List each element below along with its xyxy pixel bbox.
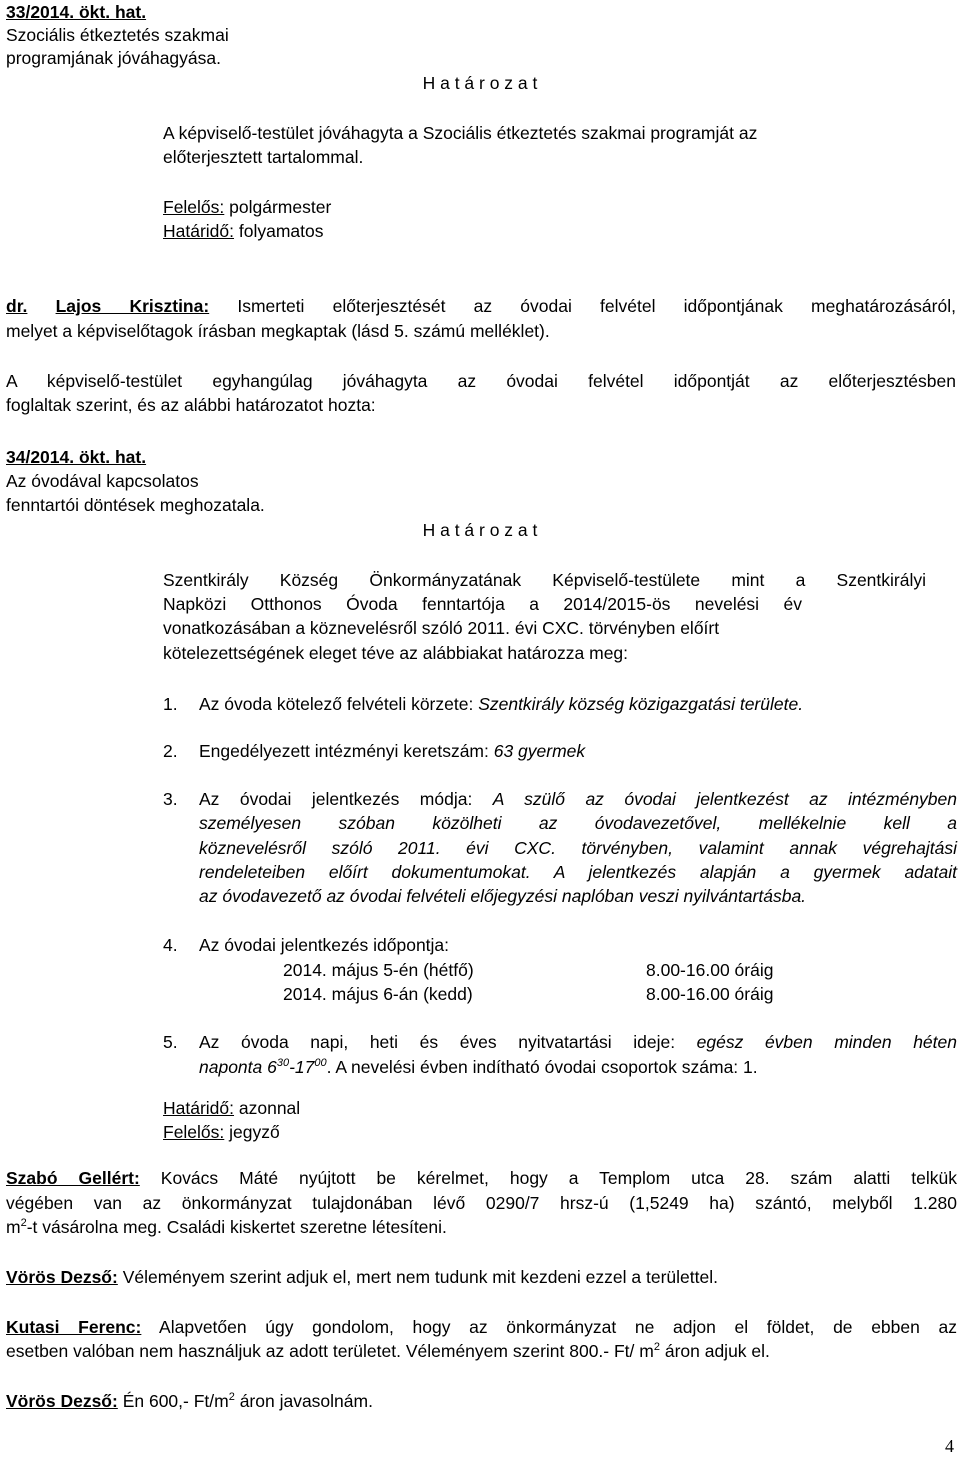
paragraph-voros-2: Vörös Dezső: Én 600,- $Ft/m^2$ áron javasolnám. (6, 1391, 373, 1411)
item-3-line3: köznevelésről szóló 2011. évi CXC. törvényben, valamint annak végrehajtási (199, 838, 957, 858)
item-4-time-1: 8.00-16.00 óráig (646, 960, 774, 980)
paragraph-szabo-line1: Szabó Gellért: Kovács Máté nyújtott be kérelmet, hogy a Templom utca 28. szám alatti telkük (6, 1168, 957, 1188)
resolution-33-title-line1: Szociális étkeztetés szakmai (6, 25, 229, 45)
resolution-33-number: 33/2014. ökt. hat. (6, 2, 147, 22)
item-2-number: 2. (163, 741, 178, 761)
item-5-number: 5. (163, 1032, 178, 1052)
resolution-34-title-line2: fenntartói döntések meghozatala. (6, 495, 265, 515)
resolution-34-intro-line1: Szentkirály Község Önkormányzatának Képviselő-testülete mint a Szentkirályi (163, 570, 926, 590)
paragraph-kutasi-line1: Kutasi Ferenc: Alapvetően úgy gondolom, hogy az önkormányzat ne adjon el földet, de ebben az (6, 1317, 957, 1337)
resolution-34-intro-line4: kötelezettségének eleget téve az alábbiakat határozza meg: (163, 643, 629, 663)
item-5-line2: naponta $6^{30}-17^{00}$. A nevelési évben indítható óvodai csoportok száma: 1. (199, 1057, 758, 1077)
resolution-33-hatarido: Határidő: folyamatos (163, 221, 324, 241)
item-1-text: Az óvoda kötelező felvételi körzete: Szentkirály község közigazgatási területe. (199, 694, 804, 714)
resolution-33-text-line1: A képviselő-testület jóváhagyta a Szociális étkeztetés szakmai programját az (163, 123, 758, 143)
item-3-number: 3. (163, 789, 178, 809)
item-3-line1: Az óvodai jelentkezés módja: A szülő az óvodai jelentkezést az intézményben (199, 789, 957, 809)
item-4-time-2: 8.00-16.00 óráig (646, 984, 774, 1004)
paragraph-szabo-line2: végében van az önkormányzat tulajdonában lévő 0290/7 hrsz-ú (1,5249 ha) szántó, melyből 1.280 (6, 1193, 957, 1213)
resolution-34-felelos: Felelős: jegyző (163, 1122, 280, 1142)
resolution-34-intro-line3: vonatkozásában a köznevelésről szóló 2011. évi CXC. törvényben előírt (163, 618, 720, 638)
resolution-34-heading: H a t á r o z a t (422, 520, 538, 540)
item-4-date-2: 2014. május 6-án (kedd) (283, 984, 473, 1004)
item-4-label: Az óvodai jelentkezés időpontja: (199, 935, 450, 955)
resolution-34-number: 34/2014. ökt. hat. (6, 447, 147, 467)
paragraph-vote-line1: A képviselő-testület egyhangúlag jóváhagyta az óvodai felvétel időpontját az előterjesztésben (6, 371, 956, 391)
item-3-line5: az óvodavezető az óvodai felvételi előjegyzési naplóban veszi nyilvántartásba. (199, 886, 807, 906)
resolution-33-text-line2: előterjesztett tartalommal. (163, 147, 364, 167)
resolution-33-felelos: Felelős: polgármester (163, 197, 332, 217)
item-5-line1: Az óvoda napi, heti és éves nyitvatartási ideje: egész évben minden héten (199, 1032, 957, 1052)
resolution-33-heading: H a t á r o z a t (422, 73, 538, 93)
paragraph-voros-1: Vörös Dezső: Véleményem szerint adjuk el, mert nem tudunk mit kezdeni ezzel a területtel. (6, 1267, 718, 1287)
page-number: 4 (945, 1436, 954, 1456)
item-1-number: 1. (163, 694, 178, 714)
resolution-34-intro-line2: Napközi Otthonos Óvoda fenntartója a 2014/2015-ös nevelési év (163, 594, 802, 614)
paragraph-szabo-line3: $m^2-t$ vásárolna meg. Családi kiskertet szeretne létesíteni. (6, 1217, 447, 1237)
paragraph-lajos-line1: dr. Lajos Krisztina: Ismerteti előterjesztését az óvodai felvétel időpontjának meghatározásáról, (6, 296, 956, 316)
resolution-34-title-line1: Az óvodával kapcsolatos (6, 471, 199, 491)
item-4-date-1: 2014. május 5-én (hétfő) (283, 960, 474, 980)
resolution-33-title-line2: programjának jóváhagyása. (6, 48, 221, 68)
item-2-text: Engedélyezett intézményi keretszám: 63 gyermek (199, 741, 586, 761)
item-4-number: 4. (163, 935, 178, 955)
paragraph-lajos-line2: melyet a képviselőtagok írásban megkaptak (lásd 5. számú melléklet). (6, 321, 550, 341)
paragraph-vote-line2: foglaltak szerint, és az alábbi határozatot hozta: (6, 395, 376, 415)
item-3-line2: személyesen szóban közölheti az óvodavezetővel, mellékelnie kell a (199, 813, 957, 833)
item-3-line4: rendeleteiben előírt dokumentumokat. A jelentkezés alapján a gyermek adatait (199, 862, 957, 882)
paragraph-kutasi-line2: esetben valóban nem használjuk az adott területet. Véleményem szerint 800.- Ft/ $m^2$ áron adjuk el. (6, 1341, 770, 1361)
resolution-34-hatarido: Határidő: azonnal (163, 1098, 301, 1118)
